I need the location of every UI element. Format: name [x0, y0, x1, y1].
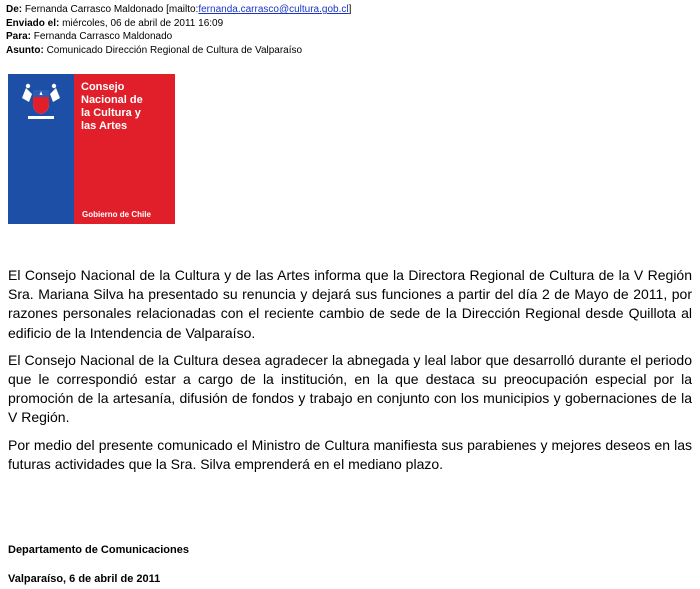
body-paragraph: El Consejo Nacional de la Cultura y de las Artes informa que la Directora Regional de Cultura de la V Región Sra. Mariana Silva ha presentado su renuncia y dejará sus funciones a partir del día 2 de Mayo de 2011, por razones personales relacionadas con el reciente cambio de sede de la Dirección Regional desde Quillota al edificio de la Intendencia de Valparaíso.: [8, 267, 692, 341]
from-label: De:: [6, 4, 23, 15]
cnca-logo: [8, 74, 175, 224]
sender-email-link[interactable]: fernanda.carrasco@cultura.gob.cl: [198, 4, 349, 15]
to-label: Para:: [6, 31, 32, 42]
subject-value: Comunicado Dirección Regional de Cultura de Valparaíso: [46, 44, 303, 56]
sent-line: [6, 17, 696, 31]
logo-government-label: Gobierno de Chile: [82, 210, 151, 219]
subject-line: [6, 44, 696, 58]
logo-title-line: las Artes: [81, 120, 128, 132]
from-close: ]: [348, 4, 352, 15]
place-date: Valparaíso, 6 de abril de 2011: [8, 573, 161, 585]
sent-label: Enviado el:: [6, 17, 60, 29]
sent-value: miércoles, 06 de abril de 2011 16:09: [62, 17, 224, 29]
logo-blue-panel: [8, 74, 74, 224]
logo-title-line: la Cultura y: [81, 107, 141, 119]
from-value: Fernanda Carrasco Maldonado [mailto:: [24, 4, 199, 15]
body-paragraph: Por medio del presente comunicado el Ministro de Cultura manifiesta sus parabienes y mejores deseos en las futuras actividades que la Sra. Silva emprenderá en el mediano plazo.: [8, 436, 692, 472]
to-value: Fernanda Carrasco Maldonado: [33, 31, 173, 42]
logo-red-panel: [74, 74, 175, 224]
from-line: [6, 3, 696, 17]
chile-coat-of-arms-icon: [18, 80, 64, 126]
logo-title-line: Consejo: [81, 81, 125, 93]
logo-title: [81, 81, 176, 133]
subject-label: Asunto:: [6, 44, 44, 56]
to-line: [6, 30, 696, 44]
department-signature: Departamento de Comunicaciones: [8, 544, 189, 556]
message-body: [8, 266, 692, 482]
body-paragraph: El Consejo Nacional de la Cultura desea agradecer la abnegada y leal labor que desarrolló durante el periodo que le correspondió estar a cargo de la institución, en la que destaca su preocupación especial por la promoción de la artesanía, difusión de fondos y trabajo en conjunto con los municipios y gobernaciones de la V Región.: [8, 351, 692, 426]
logo-title-line: Nacional de: [81, 94, 143, 106]
email-header: [6, 3, 696, 57]
